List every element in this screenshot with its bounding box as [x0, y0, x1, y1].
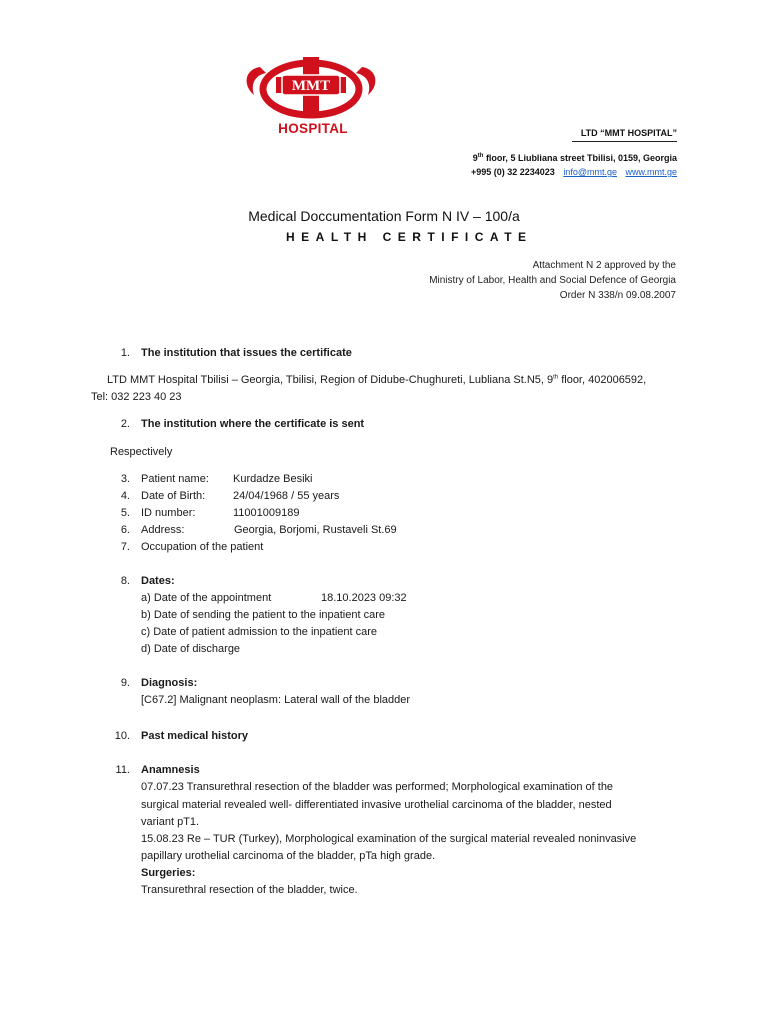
section-2-text: Respectively: [110, 446, 173, 458]
logo-wordmark: HOSPITAL: [278, 121, 348, 136]
address-value: Georgia, Borjomi, Rustaveli St.69: [234, 524, 397, 536]
section-4-number: 4.: [120, 490, 130, 502]
dob-value: 24/04/1968 / 55 years: [233, 490, 340, 502]
section-6-number: 6.: [120, 524, 130, 536]
diagnosis-text: [C67.2] Malignant neoplasm: Lateral wall of the bladder: [141, 694, 411, 706]
section-2-title: The institution where the certificate is sent: [141, 418, 365, 430]
section-10-number: 10.: [114, 730, 130, 742]
certificate-title: HEALTH CERTIFICATE: [286, 230, 533, 244]
section-7-number: 7.: [120, 541, 130, 553]
address-label: Address:: [141, 524, 185, 536]
patient-name-label: Patient name:: [141, 473, 209, 485]
company-name: LTD “MMT HOSPITAL”: [580, 128, 677, 138]
attachment-line-2: Ministry of Labor, Health and Social Defence of Georgia: [429, 275, 676, 286]
attachment-line-1: Attachment N 2 approved by the: [532, 260, 676, 271]
section-8-number: 8.: [120, 575, 130, 587]
appointment-date-label: a) Date of the appointment: [141, 592, 272, 604]
id-number-label: ID number:: [141, 507, 196, 519]
section-1-number: 1.: [120, 347, 130, 359]
section-5-number: 5.: [120, 507, 130, 519]
anamnesis-line-5: papillary urothelial carcinoma of the bladder, pTa high grade.: [141, 850, 436, 862]
company-address: 9th floor, 5 Liubliana street Tbilisi, 0159, Georgia: [472, 153, 677, 163]
section-9-number: 9.: [120, 677, 130, 689]
anamnesis-line-2: surgical material revealed well- differentiated invasive urothelial carcinoma of the bladder, nested: [141, 799, 612, 811]
company-contact: [471, 167, 677, 177]
email-link[interactable]: info@mmt.ge: [563, 167, 617, 177]
section-10-title: Past medical history: [141, 730, 248, 742]
issuer-address: LTD MMT Hospital Tbilisi – Georgia, Tbilisi, Region of Didube-Chughureti, Lubliana St.N5, 9th floor, 402006592,: [107, 374, 647, 386]
issuer-phone: Tel: 032 223 40 23: [91, 391, 182, 403]
patient-name-value: Kurdadze Besiki: [233, 473, 313, 485]
admission-date-label: c) Date of patient admission to the inpatient care: [141, 626, 378, 638]
section-3-number: 3.: [120, 473, 130, 485]
sending-date-label: b) Date of sending the patient to the inpatient care: [141, 609, 385, 621]
appointment-date-value: 18.10.2023 09:32: [321, 592, 407, 604]
occupation-label: Occupation of the patient: [141, 541, 264, 553]
anamnesis-line-4: 15.08.23 Re – TUR (Turkey), Morphological examination of the surgical material revealed noninvasive: [141, 833, 637, 845]
company-underline: [572, 141, 677, 142]
section-2-number: 2.: [120, 418, 130, 430]
section-9-title: Diagnosis:: [141, 677, 198, 689]
hospital-logo: [240, 55, 382, 135]
dob-label: Date of Birth:: [141, 490, 206, 502]
anamnesis-line-3: variant pT1.: [141, 816, 200, 828]
website-link[interactable]: www.mmt.ge: [625, 167, 677, 177]
anamnesis-line-1: 07.07.23 Transurethral resection of the bladder was performed; Morphological examination of the: [141, 781, 614, 793]
id-number-value: 11001009189: [233, 507, 300, 519]
surgeries-text: Transurethral resection of the bladder, twice.: [141, 884, 358, 896]
company-phone: +995 (0) 32 2234023: [470, 167, 555, 177]
hospital-logo-emblem: [240, 55, 382, 121]
discharge-date-label: d) Date of discharge: [141, 643, 241, 655]
surgeries-title: Surgeries:: [141, 867, 196, 879]
section-8-title: Dates:: [141, 575, 175, 587]
logo-badge-text: MMT: [291, 78, 331, 94]
form-title: Medical Doccumentation Form N IV – 100/a: [248, 208, 520, 224]
section-1-title: The institution that issues the certificate: [141, 347, 352, 359]
section-11-number: 11.: [115, 764, 130, 776]
attachment-line-3: Order N 338/n 09.08.2007: [559, 290, 676, 301]
section-11-title: Anamnesis: [141, 764, 200, 776]
